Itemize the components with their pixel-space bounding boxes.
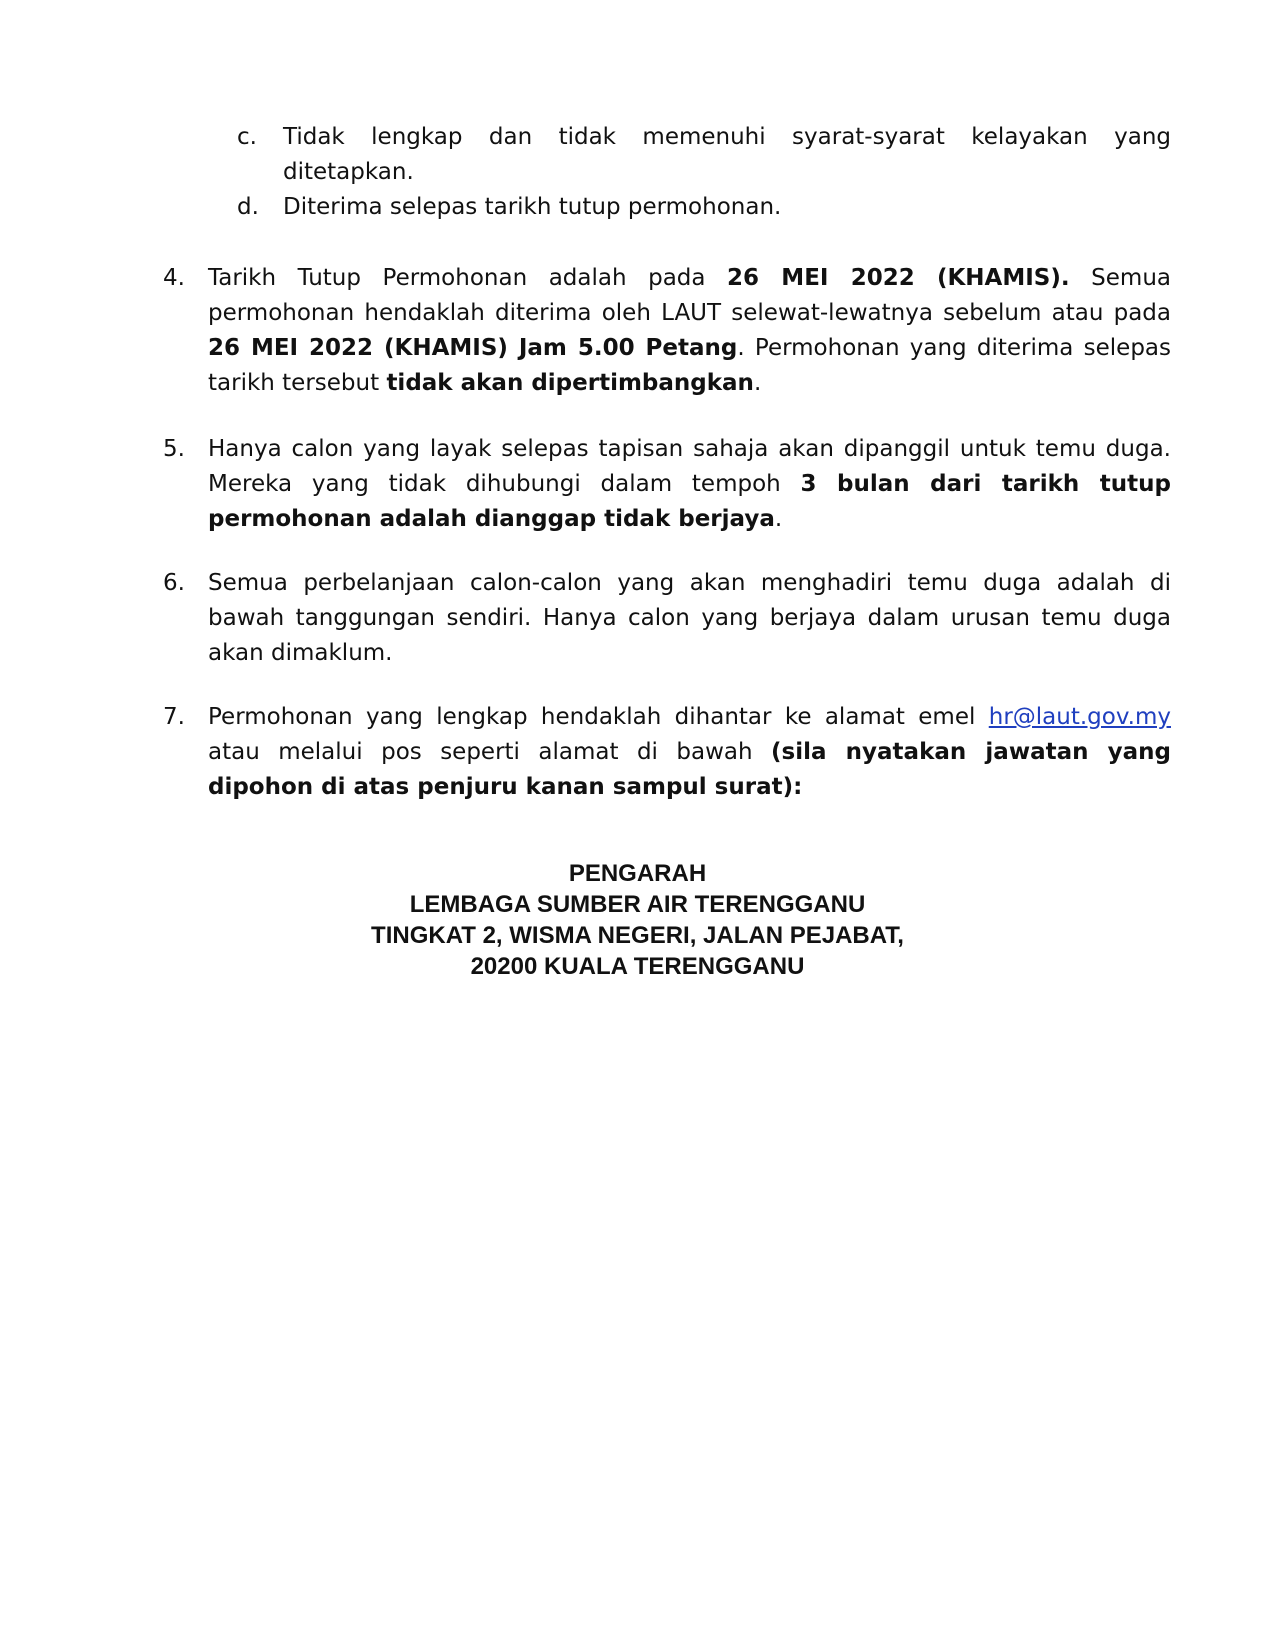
list-item-text: Diterima selepas tarikh tutup permohonan.	[283, 194, 782, 220]
mailing-address	[0, 858, 1275, 982]
envelope-instruction-bold: (sila nyatakan jawatan yang dipohon di atas penjuru kanan sampul surat):	[208, 739, 1171, 800]
item4-text-2: Semua permohonan hendaklah diterima oleh LAUT selewat-lewatnya sebelum atau pada	[208, 265, 1172, 326]
address-line-3: TINGKAT 2, WISMA NEGERI, JALAN PEJABAT,	[371, 922, 904, 949]
address-line-1: PENGARAH	[568, 860, 707, 887]
item6-text: Semua perbelanjaan calon-calon yang akan menghadiri temu duga adalah di bawah tanggungan sendiri. Hanya calon yang berjaya dalam urusan temu duga akan dimaklum.	[208, 570, 1171, 666]
address-line-4: 20200 KUALA TERENGGANU	[470, 953, 805, 980]
not-considered-bold: tidak akan dipertimbangkan	[386, 370, 754, 396]
list-marker: 4.	[163, 265, 185, 291]
closing-date-bold: 26 MEI 2022 (KHAMIS).	[727, 265, 1070, 291]
item7-text-2: atau melalui pos seperti alamat di bawah	[208, 739, 772, 765]
list-marker: 5.	[163, 436, 185, 462]
unsuccessful-notice-bold: 3 bulan dari tarikh tutup permohonan adalah dianggap tidak berjaya	[208, 471, 1171, 532]
item5-text-1: Hanya calon yang layak selepas tapisan sahaja akan dipanggil untuk temu duga. Mereka yang tidak dihubungi dalam tempoh	[208, 436, 1171, 497]
list-item-4-closing-date	[163, 261, 1172, 401]
list-marker: 6.	[163, 570, 185, 596]
list-marker: c.	[237, 124, 257, 150]
list-item-5-shortlist	[163, 432, 1171, 537]
list-marker: 7.	[163, 704, 185, 730]
item7-text-1: Permohonan yang lengkap hendaklah dihantar ke alamat emel	[208, 704, 989, 730]
item4-text-4: .	[753, 370, 762, 396]
item4-text-3: . Permohonan yang diterima selepas tarikh tersebut	[208, 335, 1171, 396]
item4-text-1: Tarikh Tutup Permohonan adalah pada	[208, 265, 728, 291]
item5-text-2: .	[774, 506, 783, 532]
list-item-7-submission	[163, 700, 1171, 805]
closing-datetime-bold: 26 MEI 2022 (KHAMIS) Jam 5.00 Petang	[208, 335, 738, 361]
list-marker: d.	[237, 194, 259, 220]
email-link[interactable]: hr@laut.gov.my	[988, 704, 1171, 730]
list-item-d	[237, 190, 1171, 225]
list-item-6-expenses	[163, 566, 1171, 671]
list-item-text: Tidak lengkap dan tidak memenuhi syarat-syarat kelayakan yang ditetapkan.	[283, 124, 1171, 185]
address-line-2: LEMBAGA SUMBER AIR TERENGGANU	[409, 891, 866, 918]
list-item-c	[237, 120, 1171, 190]
